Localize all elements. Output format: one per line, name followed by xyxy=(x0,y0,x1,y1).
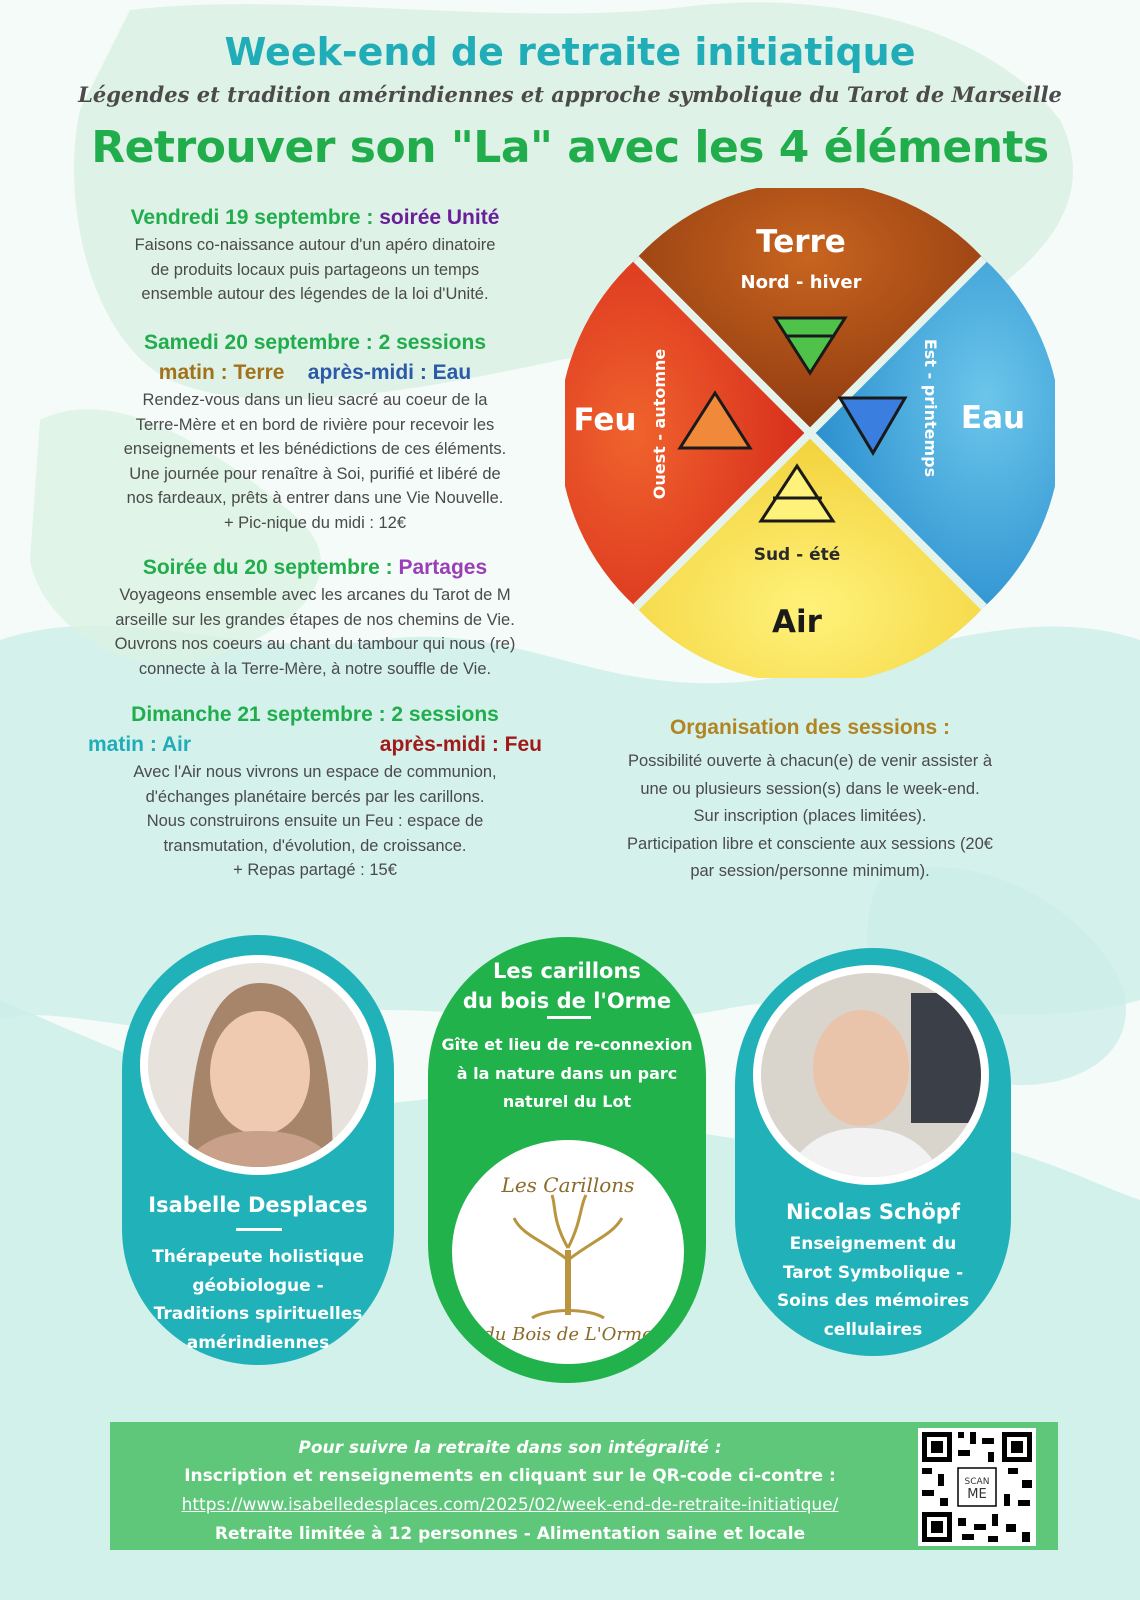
qr-code-icon xyxy=(918,1428,1036,1546)
nicolas-photo xyxy=(753,965,989,1185)
terre-direction: Nord - hiver xyxy=(740,272,862,293)
text-line: Participation libre et consciente aux sessions (20€ xyxy=(627,834,993,853)
footer-line-1: Pour suivre la retraite dans son intégralité : xyxy=(298,1438,722,1458)
friday-date: Vendredi 19 septembre : xyxy=(130,206,374,229)
text-line: enseignements et les bénédictions de ces éléments. xyxy=(123,440,507,458)
elements-wheel xyxy=(565,188,1055,678)
qr-scan-label: SCAN xyxy=(964,1477,990,1487)
venue-divider xyxy=(547,1016,591,1019)
desc-line: Gîte et lieu de re-connexion xyxy=(441,1035,693,1054)
eau-label: Eau xyxy=(960,400,1026,436)
venue-logo xyxy=(452,1140,684,1364)
saturday-evening-date: Soirée du 20 septembre : xyxy=(142,556,393,579)
qr-code[interactable] xyxy=(918,1428,1036,1546)
portrait-woman-icon xyxy=(148,963,368,1167)
tree-logo-icon xyxy=(452,1140,684,1364)
saturday-evening-theme: Partages xyxy=(398,556,488,579)
saturday-morning: matin : Terre xyxy=(158,361,285,384)
saturday-evening-section xyxy=(80,553,550,681)
text-line: Voyageons ensemble avec les arcanes du Tarot de M xyxy=(119,586,511,604)
role-line: Thérapeute holistique xyxy=(152,1247,364,1267)
footer-url-link[interactable]: https://www.isabelledesplaces.com/2025/02/week-end-de-retraite-initiatique/ xyxy=(181,1495,839,1515)
terre-label: Terre xyxy=(756,224,846,260)
saturday-evening-heading xyxy=(80,553,550,583)
text-line: nos fardeaux, prêts à entrer dans une Vie Nouvelle. xyxy=(126,489,504,507)
organisation-heading: Organisation des sessions : xyxy=(669,716,951,739)
event-title: Week-end de retraite initiatique xyxy=(224,30,916,74)
event-subtitle: Légendes et tradition amérindiennes et approche symbolique du Tarot de Marseille xyxy=(78,82,1062,107)
text-line: + Pic-nique du midi : 12€ xyxy=(223,513,407,532)
role-line: Traditions spirituelles xyxy=(153,1304,363,1324)
text-line: + Repas partagé : 15€ xyxy=(233,861,397,879)
saturday-afternoon: après-midi : Eau xyxy=(307,361,472,384)
text-line: par session/personne minimum). xyxy=(690,862,930,880)
air-direction: Sud - été xyxy=(753,545,841,565)
saturday-text xyxy=(80,388,550,535)
feu-label: Feu xyxy=(573,402,637,438)
text-line: Rendez-vous dans un lieu sacré au coeur de la xyxy=(142,391,488,409)
text-line: d'échanges planétaire bercés par les carillons. xyxy=(145,787,485,806)
saturday-sessions xyxy=(80,358,550,388)
eau-direction: Est - printemps xyxy=(921,338,940,478)
text-line: Terre-Mère et en bord de rivière pour recevoir les xyxy=(135,415,495,434)
text-line: Possibilité ouverte à chacun(e) de venir assister à xyxy=(627,752,993,770)
text-line: Faisons co-naissance autour d'un apéro dinatoire xyxy=(134,236,496,254)
text-line: connecte à la Terre-Mère, à notre souffle de Vie. xyxy=(138,659,492,678)
organisation-text xyxy=(580,748,1040,886)
isabelle-name: Isabelle Desplaces xyxy=(148,1193,368,1217)
text-line: Une journée pour renaître à Soi, purifié et libéré de xyxy=(129,464,501,483)
text-line: Sur inscription (places limitées). xyxy=(693,807,927,825)
qr-me-label: ME xyxy=(967,1487,987,1502)
logo-top-text: Les Carillons xyxy=(501,1173,635,1197)
text-line: Nous construirons ensuite un Feu : espace de xyxy=(146,812,484,830)
text-line: ensemble autour des légendes de la loi d'Unité. xyxy=(141,285,489,303)
sunday-heading: Dimanche 21 septembre : 2 sessions xyxy=(131,703,499,726)
isabelle-roles xyxy=(122,1243,394,1357)
text-line: Avec l'Air nous vivrons un espace de communion, xyxy=(133,763,497,781)
role-line: Enseignement du xyxy=(789,1234,957,1254)
venue-name-line: Les carillons xyxy=(493,959,641,983)
text-line: transmutation, d'évolution, de croissance. xyxy=(163,836,467,855)
sunday-text xyxy=(80,760,550,883)
feu-direction: Ouest - automne xyxy=(650,348,669,500)
logo-bottom-text: du Bois de L'Orme xyxy=(483,1324,653,1345)
isabelle-divider xyxy=(236,1228,282,1231)
friday-text xyxy=(80,233,550,307)
footer-line-2: Inscription et renseignements en cliquant sur le QR-code ci-contre : xyxy=(184,1466,836,1486)
sunday-morning: matin : Air xyxy=(88,733,192,756)
friday-heading xyxy=(80,203,550,233)
nicolas-name: Nicolas Schöpf xyxy=(786,1200,960,1224)
venue-name xyxy=(428,956,706,1016)
footer-line-4: Retraite limitée à 12 personnes - Alimentation saine et locale xyxy=(214,1524,806,1544)
sunday-section xyxy=(80,700,550,883)
isabelle-photo xyxy=(140,955,376,1175)
venue-name-line: du bois de l'Orme xyxy=(462,989,672,1013)
role-line: Tarot Symbolique - xyxy=(782,1262,964,1283)
text-line: arseille sur les grandes étapes de nos chemins de Vie. xyxy=(115,610,515,629)
desc-line: à la nature dans un parc xyxy=(456,1063,678,1083)
desc-line: naturel du Lot xyxy=(502,1092,632,1111)
text-line: une ou plusieurs session(s) dans le week-end. xyxy=(640,779,980,798)
friday-section xyxy=(80,203,550,307)
air-label: Air xyxy=(772,604,822,640)
sunday-sessions xyxy=(80,730,550,760)
portrait-man-icon xyxy=(761,973,981,1177)
nicolas-roles xyxy=(735,1230,1011,1344)
role-line: Soins des mémoires xyxy=(776,1291,970,1311)
role-line: cellulaires xyxy=(823,1319,923,1340)
event-headline: Retrouver son "La" avec les 4 éléments xyxy=(91,122,1049,173)
text-line: de produits locaux puis partageons un temps xyxy=(150,260,480,279)
saturday-heading: Samedi 20 septembre : 2 sessions xyxy=(144,331,486,354)
saturday-section xyxy=(80,328,550,535)
saturday-evening-text xyxy=(80,583,550,681)
role-line: amérindiennes xyxy=(186,1332,330,1353)
sunday-afternoon: après-midi : Feu xyxy=(379,733,542,756)
text-line: Ouvrons nos coeurs au chant du tambour qui nous (re) xyxy=(114,635,516,653)
role-line: géobiologue - xyxy=(192,1275,324,1296)
friday-theme: soirée Unité xyxy=(379,206,500,229)
venue-description xyxy=(428,1031,706,1117)
